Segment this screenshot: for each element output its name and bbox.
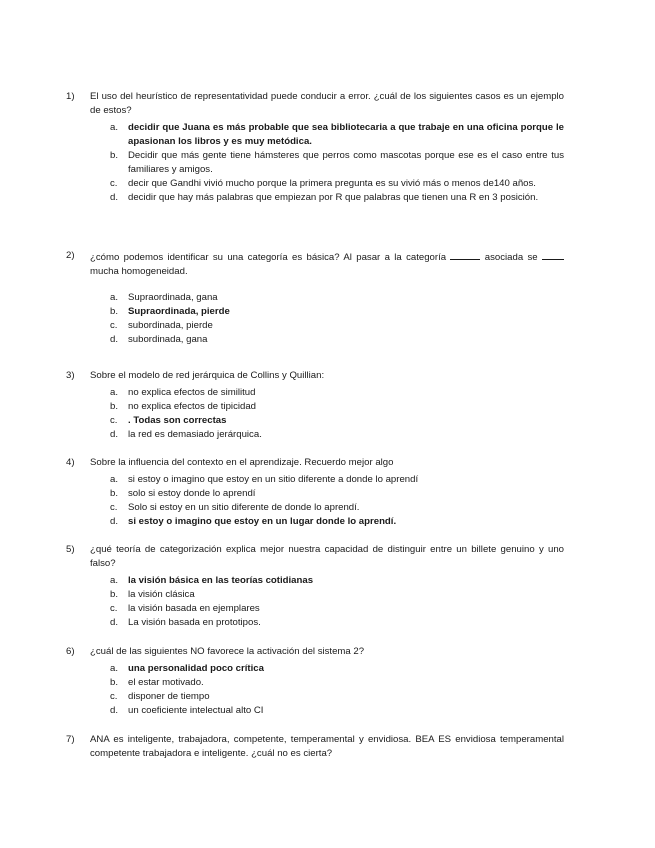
question-text-part: ¿cómo podemos identificar su una categoría es básica? Al pasar a la categoría	[90, 252, 447, 263]
option-text: La visión basada en prototipos.	[128, 617, 261, 628]
question-number: 7)	[66, 734, 75, 745]
option-b	[66, 400, 564, 414]
option-letter: a.	[110, 663, 119, 674]
option-letter: d.	[110, 516, 119, 527]
option-letter: b.	[110, 677, 119, 688]
option-d	[66, 428, 564, 442]
question-3	[66, 369, 564, 442]
answer-blank	[450, 249, 480, 260]
option-letter: b.	[110, 150, 119, 161]
option-text: decidir que hay más palabras que empiezan por R que palabras que tienen una R en 3 posición.	[128, 192, 539, 203]
option-text: la visión basada en ejemplares	[128, 603, 260, 614]
option-text: la visión básica en las teorías cotidianas	[128, 575, 314, 586]
option-text: un coeficiente intelectual alto CI	[128, 705, 264, 716]
option-c	[66, 690, 564, 704]
question-number: 5)	[66, 544, 75, 555]
option-text: si estoy o imagino que estoy en un lugar donde lo aprendí.	[128, 516, 397, 527]
option-text: no explica efectos de tipicidad	[128, 401, 256, 412]
question-number: 4)	[66, 457, 75, 468]
option-text: la visión clásica	[128, 589, 195, 600]
question-text: Sobre el modelo de red jerárquica de Collins y Quillian:	[90, 370, 325, 381]
option-letter: a.	[110, 292, 119, 303]
option-letter: a.	[110, 575, 119, 586]
question-text-part: mucha homogeneidad.	[90, 266, 188, 277]
option-d	[66, 333, 564, 347]
option-letter: c.	[110, 415, 118, 426]
option-letter: b.	[110, 306, 119, 317]
option-letter: d.	[110, 192, 119, 203]
option-letter: a.	[110, 122, 119, 133]
option-c	[66, 414, 564, 428]
option-d	[66, 616, 564, 630]
option-c	[66, 177, 564, 191]
question-number: 1)	[66, 91, 75, 102]
option-letter: d.	[110, 334, 119, 345]
option-b	[66, 588, 564, 602]
option-text: Decidir que más gente tiene hámsteres que perros como mascotas porque ese es el caso entre tus familiares y amigos.	[128, 150, 564, 175]
option-a	[66, 662, 564, 676]
option-text: decidir que Juana es más probable que sea bibliotecaria a que trabaje en una oficina porque le apasionan los libros y es muy metódica.	[128, 122, 564, 147]
answer-blank	[542, 249, 564, 260]
option-text: Supraordinada, pierde	[128, 306, 230, 317]
option-text: no explica efectos de similitud	[128, 387, 256, 398]
option-b	[66, 487, 564, 501]
question-number: 2)	[66, 250, 75, 261]
option-text: decir que Gandhi vivió mucho porque la primera pregunta es su vivió más o menos de140 años.	[128, 178, 536, 189]
option-text: si estoy o imagino que estoy en un sitio diferente a donde lo aprendí	[128, 474, 419, 485]
option-letter: a.	[110, 474, 119, 485]
question-number: 3)	[66, 370, 75, 381]
question-text: ANA es inteligente, trabajadora, competente, temperamental y envidiosa. BEA ES envidiosa temperamental competente trabajadora e inteligente. ¿cuál no es cierta?	[90, 734, 564, 759]
question-7	[66, 733, 564, 761]
question-text	[90, 249, 564, 279]
option-letter: a.	[110, 387, 119, 398]
question-2	[66, 249, 564, 347]
question-text: ¿qué teoría de categorización explica mejor nuestra capacidad de distinguir entre un billete genuino y uno falso?	[90, 544, 564, 569]
option-letter: c.	[110, 502, 118, 513]
option-c	[66, 319, 564, 333]
question-text: El uso del heurístico de representatividad puede conducir a error. ¿cuál de los siguientes casos es un ejemplo de estos?	[90, 91, 564, 116]
option-text: Supraordinada, gana	[128, 292, 218, 303]
option-a	[66, 574, 564, 588]
option-b	[66, 149, 564, 177]
options-list	[66, 574, 564, 630]
option-a	[66, 121, 564, 149]
option-a	[66, 473, 564, 487]
options-list	[66, 121, 564, 205]
option-letter: d.	[110, 429, 119, 440]
options-list	[66, 662, 564, 718]
option-text: una personalidad poco crítica	[128, 663, 264, 674]
option-letter: d.	[110, 617, 119, 628]
option-c	[66, 602, 564, 616]
question-text: Sobre la influencia del contexto en el aprendizaje. Recuerdo mejor algo	[90, 457, 394, 468]
option-letter: b.	[110, 488, 119, 499]
option-text: subordinada, pierde	[128, 320, 213, 331]
question-text-part: asociada se	[484, 252, 538, 263]
option-letter: b.	[110, 401, 119, 412]
option-text: solo si estoy donde lo aprendí	[128, 488, 256, 499]
option-text: subordinada, gana	[128, 334, 208, 345]
question-4	[66, 456, 564, 529]
options-list	[66, 291, 564, 347]
option-text: Solo si estoy en un sitio diferente de donde lo aprendí.	[128, 502, 360, 513]
option-d	[66, 191, 564, 205]
option-b	[66, 305, 564, 319]
option-letter: c.	[110, 691, 118, 702]
option-letter: c.	[110, 603, 118, 614]
question-text: ¿cuál de las siguientes NO favorece la activación del sistema 2?	[90, 646, 365, 657]
option-text: . Todas son correctas	[128, 415, 227, 426]
option-text: el estar motivado.	[128, 677, 204, 688]
option-text: disponer de tiempo	[128, 691, 210, 702]
option-letter: d.	[110, 705, 119, 716]
question-6	[66, 645, 564, 718]
option-d	[66, 704, 564, 718]
options-list	[66, 473, 564, 529]
option-d	[66, 515, 564, 529]
option-a	[66, 291, 564, 305]
option-text: la red es demasiado jerárquica.	[128, 429, 262, 440]
question-number: 6)	[66, 646, 75, 657]
option-a	[66, 386, 564, 400]
options-list	[66, 386, 564, 442]
option-letter: c.	[110, 320, 118, 331]
option-letter: b.	[110, 589, 119, 600]
question-1	[66, 90, 564, 205]
option-c	[66, 501, 564, 515]
option-letter: c.	[110, 178, 118, 189]
option-b	[66, 676, 564, 690]
question-5	[66, 543, 564, 630]
